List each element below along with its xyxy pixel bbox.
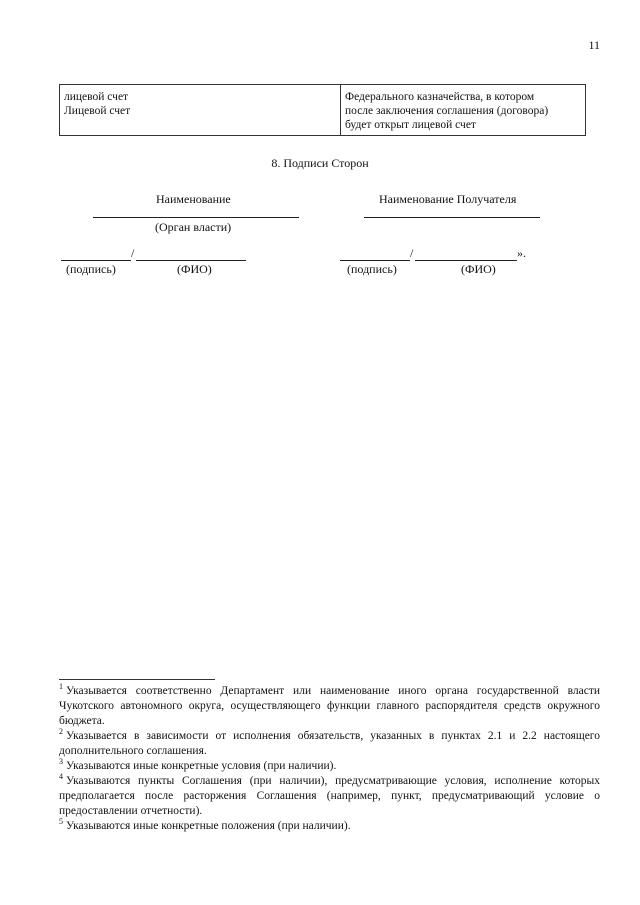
right-name-caption: (ФИО) — [461, 262, 496, 276]
cell-text: лицевой счет — [64, 91, 129, 103]
footnote — [59, 684, 600, 729]
footnote — [59, 759, 600, 774]
cell-text: после заключения соглашения (договора) — [345, 105, 549, 117]
cell-text: Лицевой счет — [64, 105, 131, 117]
footnote — [59, 729, 600, 759]
footnote-mark: 1 — [59, 682, 63, 692]
right-name-line — [415, 260, 517, 261]
footnote-mark: 5 — [59, 817, 63, 827]
footnote-text: Указываются иные конкретные положения (при наличии). — [66, 820, 351, 832]
left-name-line — [136, 260, 246, 261]
cell-text: будет открыт лицевой счет — [345, 119, 476, 131]
footnotes — [59, 684, 600, 834]
right-sign-caption: (подпись) — [347, 262, 397, 276]
right-closing-quote: ». — [517, 246, 526, 260]
left-party-heading: Наименование — [156, 192, 231, 206]
footnote-separator — [59, 679, 215, 680]
left-name-caption: (ФИО) — [177, 262, 212, 276]
footnote-mark: 2 — [59, 727, 63, 737]
cell-text: Федерального казначейства, в котором — [345, 91, 535, 103]
left-org-caption: (Орган власти) — [155, 220, 232, 234]
right-org-line — [364, 217, 540, 218]
section-title: 8. Подписи Сторон — [271, 156, 369, 170]
table-row — [60, 85, 586, 136]
left-org-line — [93, 217, 299, 218]
footnote-text: Указывается в зависимости от исполнения обязательств, указанных в пунктах 2.1 и 2.2 настоящего дополнительного соглашения. — [59, 730, 600, 757]
right-party-heading: Наименование Получателя — [379, 192, 517, 206]
footnote-text: Указывается соответственно Департамент или наименование иного органа государственной власти Чукотского автономного округа, осуществляющего функции главного распорядителя средств окружного бюджета. — [59, 685, 600, 727]
table-cell-right — [341, 85, 586, 136]
footnote — [59, 819, 600, 834]
footnote — [59, 774, 600, 819]
footnote-mark: 3 — [59, 757, 63, 767]
table-cell-left — [60, 85, 341, 136]
left-sign-caption: (подпись) — [66, 262, 116, 276]
account-table — [59, 84, 586, 136]
page-number: 11 — [588, 38, 600, 52]
right-slash: / — [410, 246, 414, 260]
left-signature-line — [61, 260, 131, 261]
footnote-mark: 4 — [59, 772, 63, 782]
left-slash: / — [131, 246, 135, 260]
footnote-text: Указываются иные конкретные условия (при наличии). — [66, 760, 337, 772]
footnote-text: Указываются пункты Соглашения (при наличии), предусматривающие условия, исполнение которых предполагается после расторжения Соглашения (например, пункт, предусматривающий условие о предоставлении отчетности). — [59, 775, 600, 817]
right-signature-line — [340, 260, 410, 261]
